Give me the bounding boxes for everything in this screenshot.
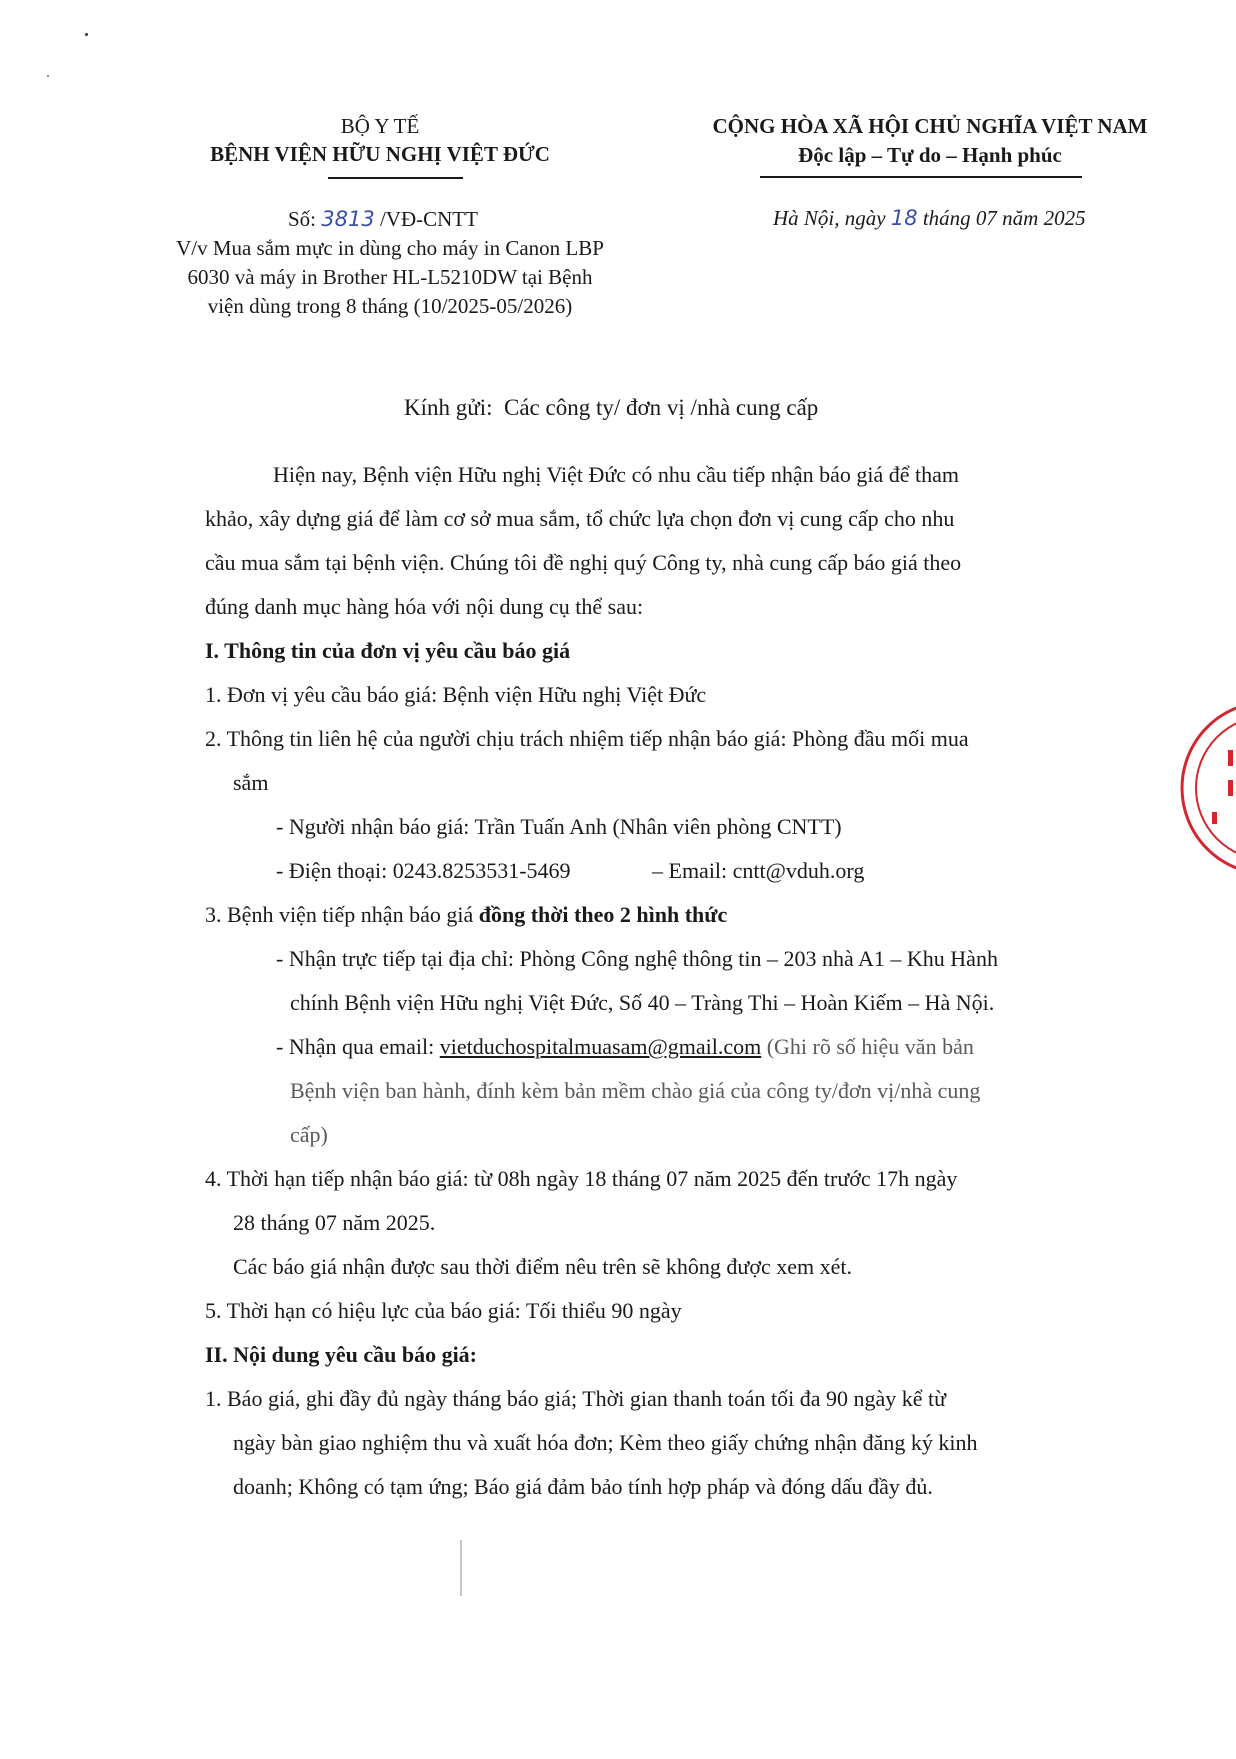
email-submission-note-1: (Ghi rõ số hiệu văn bản [761,1034,974,1059]
document-number-prefix: Số: [288,207,317,231]
recipient-value: Các công ty/ đơn vị /nhà cung cấp [504,395,819,420]
email-submission-line-3: cấp) [290,1122,328,1147]
hospital-name: BỆNH VIỆN HỮU NGHỊ VIỆT ĐỨC [210,142,550,166]
recipient-label: Kính gửi: [404,395,493,420]
section-1-item-5: 5. Thời hạn có hiệu lực của báo giá: Tối thiểu 90 ngày [205,1298,682,1323]
country-name: CỘNG HÒA XÃ HỘI CHỦ NGHĨA VIỆT NAM [712,114,1148,138]
section-1-item-3 [205,902,727,928]
contact-email-line: – Email: cntt@vduh.org [652,858,865,883]
section-1-item-3-prefix: 3. Bệnh viện tiếp nhận báo giá [205,902,479,927]
scan-fold-line [460,1540,462,1596]
official-stamp-graphic [1180,700,1236,875]
date-line [773,206,1086,231]
document-number [288,207,478,232]
section-1-item-1: 1. Đơn vị yêu cầu báo giá: Bệnh viện Hữu nghị Việt Đức [205,682,707,707]
date-prefix: Hà Nội, ngày [773,206,886,230]
recipient-line [404,395,818,421]
intro-line-1: Hiện nay, Bệnh viện Hữu nghị Việt Đức có nhu cầu tiếp nhận báo giá để tham [273,462,960,487]
email-submission-line-1 [276,1034,974,1060]
hospital-name-rule [328,177,463,179]
section-1-item-2-line-1: 2. Thông tin liên hệ của người chịu trách nhiệm tiếp nhận báo giá: Phòng đầu mối mua [205,726,969,751]
scan-speck [47,75,49,77]
intro-line-3: cầu mua sắm tại bệnh viện. Chúng tôi đề nghị quý Công ty, nhà cung cấp báo giá theo [205,550,962,575]
receiver-line: - Người nhận báo giá: Trần Tuấn Anh (Nhân viên phòng CNTT) [276,814,842,839]
direct-address-line-2: chính Bệnh viện Hữu nghị Việt Đức, Số 40 – Tràng Thi – Hoàn Kiếm – Hà Nội. [290,990,995,1015]
scan-speck [85,33,88,36]
email-submission-line-2: Bệnh viện ban hành, đính kèm bản mềm chào giá của công ty/đơn vị/nhà cung [290,1078,981,1103]
section-2-heading: II. Nội dung yêu cầu báo giá: [205,1342,478,1367]
phone-line: - Điện thoại: 0243.8253531-5469 [276,858,571,883]
document-number-handwritten: 3813 [321,207,375,231]
document-number-suffix: /VĐ-CNTT [379,207,478,231]
section-1-item-4-note: Các báo giá nhận được sau thời điểm nêu trên sẽ không được xem xét. [233,1254,852,1279]
national-motto: Độc lập – Tự do – Hạnh phúc [798,143,1062,167]
date-suffix: tháng 07 năm 2025 [922,206,1086,230]
section-2-item-1-line-3: doanh; Không có tạm ứng; Báo giá đảm bảo tính hợp pháp và đóng dấu đầy đủ. [233,1474,933,1499]
date-day-handwritten: 18 [890,206,918,230]
section-1-heading: I. Thông tin của đơn vị yêu cầu báo giá [205,638,571,663]
subject-line-3: viện dùng trong 8 tháng (10/2025-05/2026) [207,294,573,318]
section-1-item-3-bold: đồng thời theo 2 hình thức [478,902,728,927]
direct-address-line-1: - Nhận trực tiếp tại địa chỉ: Phòng Công nghệ thông tin – 203 nhà A1 – Khu Hành [276,946,998,971]
section-1-item-2-line-2: sắm [233,770,269,795]
motto-rule [760,176,1082,178]
intro-line-2: khảo, xây dựng giá để làm cơ sở mua sắm, tổ chức lựa chọn đơn vị cung cấp cho nhu [205,506,955,531]
section-2-item-1-line-1: 1. Báo giá, ghi đầy đủ ngày tháng báo giá; Thời gian thanh toán tối đa 90 ngày kể từ [205,1386,947,1411]
ministry-name: BỘ Y TẾ [340,114,420,138]
section-1-item-4-line-1: 4. Thời hạn tiếp nhận báo giá: từ 08h ngày 18 tháng 07 năm 2025 đến trước 17h ngày [205,1166,958,1191]
submission-email-link[interactable]: vietduchospitalmuasam@gmail.com [439,1034,762,1059]
section-1-item-4-line-2: 28 tháng 07 năm 2025. [233,1210,436,1235]
section-2-item-1-line-2: ngày bàn giao nghiệm thu và xuất hóa đơn; Kèm theo giấy chứng nhận đăng ký kinh [233,1430,978,1455]
subject-line-2: 6030 và máy in Brother HL-L5210DW tại Bệnh [187,265,593,289]
intro-line-4: đúng danh mục hàng hóa với nội dung cụ thể sau: [205,594,644,619]
official-stamp [1180,700,1236,875]
subject-line-1: V/v Mua sắm mực in dùng cho máy in Canon LBP [176,236,604,260]
email-submission-prefix: - Nhận qua email: [276,1034,440,1059]
